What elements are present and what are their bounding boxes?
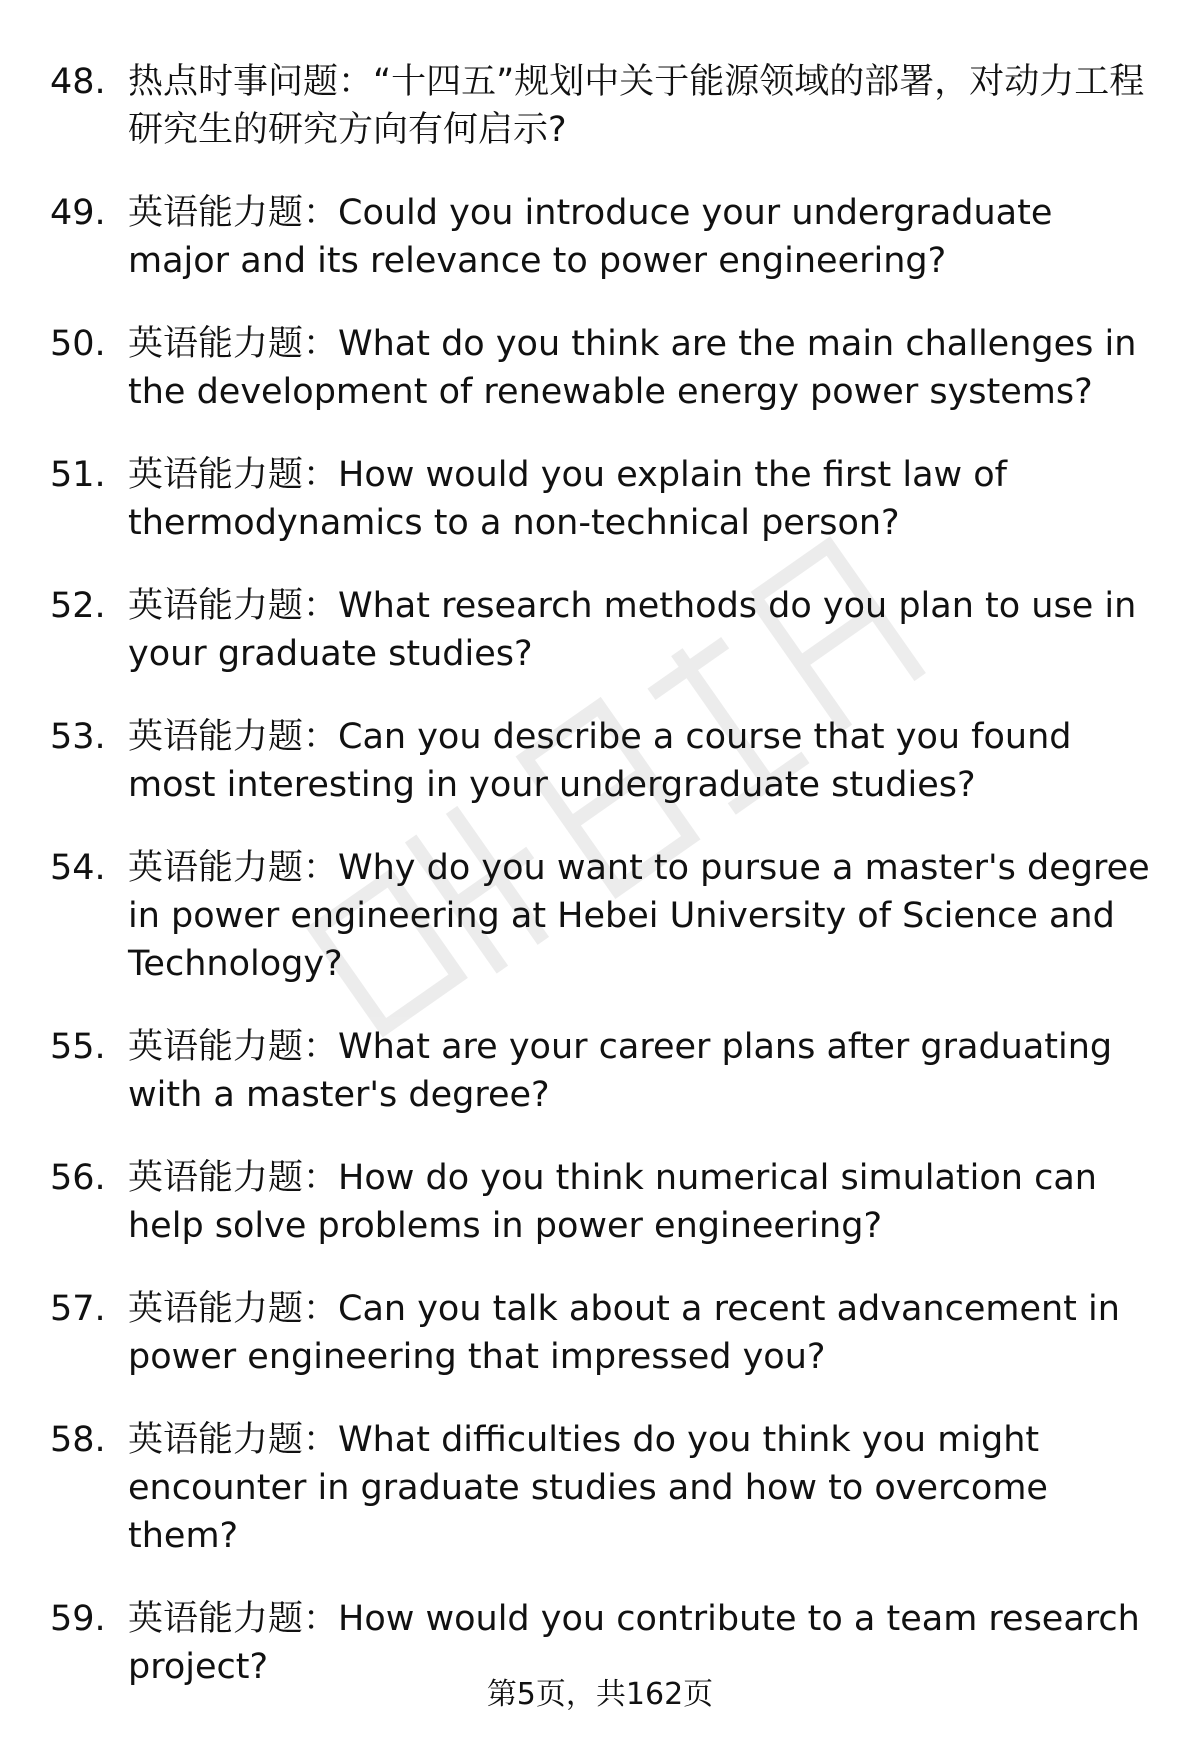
page-footer bbox=[0, 1675, 1200, 1715]
question-text: 英语能力题：How would you explain the first law of thermodynamics to a non-technical person? bbox=[128, 455, 1007, 543]
question-text: 英语能力题：Can you describe a course that you found most interesting in your undergraduate studies? bbox=[128, 717, 1072, 805]
question-number: 58. bbox=[50, 1420, 106, 1460]
question-text: 英语能力题：What research methods do you plan to use in your graduate studies? bbox=[128, 586, 1137, 674]
question-item bbox=[50, 713, 1160, 809]
question-item bbox=[50, 844, 1160, 988]
question-item bbox=[50, 189, 1160, 285]
question-number: 54. bbox=[50, 848, 106, 888]
question-text: 英语能力题：Why do you want to pursue a master's degree in power engineering at Hebei University of Science and Technology? bbox=[128, 848, 1150, 984]
question-item bbox=[50, 1154, 1160, 1250]
question-list bbox=[50, 58, 1160, 1726]
question-item bbox=[50, 1023, 1160, 1119]
question-item bbox=[50, 1416, 1160, 1560]
question-text: 英语能力题：How do you think numerical simulation can help solve problems in power engineering? bbox=[128, 1158, 1097, 1246]
question-number: 57. bbox=[50, 1289, 106, 1329]
question-number: 48. bbox=[50, 62, 106, 102]
question-number: 49. bbox=[50, 193, 106, 233]
question-text: 英语能力题：What difficulties do you think you might encounter in graduate studies and how to overcome them? bbox=[128, 1420, 1048, 1556]
question-item bbox=[50, 320, 1160, 416]
question-number: 51. bbox=[50, 455, 106, 495]
page-number-label: 第5页，共162页 bbox=[486, 1677, 714, 1712]
question-item bbox=[50, 451, 1160, 547]
question-text: 热点时事问题：“十四五”规划中关于能源领域的部署，对动力工程研究生的研究方向有何启示? bbox=[128, 62, 1145, 150]
question-text: 英语能力题：How would you contribute to a team research project? bbox=[128, 1599, 1140, 1687]
question-number: 52. bbox=[50, 586, 106, 626]
question-item bbox=[50, 582, 1160, 678]
question-text: 英语能力题：What do you think are the main challenges in the development of renewable energy power systems? bbox=[128, 324, 1137, 412]
question-text: 英语能力题：Can you talk about a recent advancement in power engineering that impressed you? bbox=[128, 1289, 1120, 1377]
question-number: 50. bbox=[50, 324, 106, 364]
question-number: 53. bbox=[50, 717, 106, 757]
question-item bbox=[50, 58, 1160, 154]
question-number: 59. bbox=[50, 1599, 106, 1639]
question-number: 55. bbox=[50, 1027, 106, 1067]
question-text: 英语能力题：What are your career plans after graduating with a master's degree? bbox=[128, 1027, 1113, 1115]
question-item bbox=[50, 1285, 1160, 1381]
question-text: 英语能力题：Could you introduce your undergraduate major and its relevance to power engineering? bbox=[128, 193, 1053, 281]
question-number: 56. bbox=[50, 1158, 106, 1198]
